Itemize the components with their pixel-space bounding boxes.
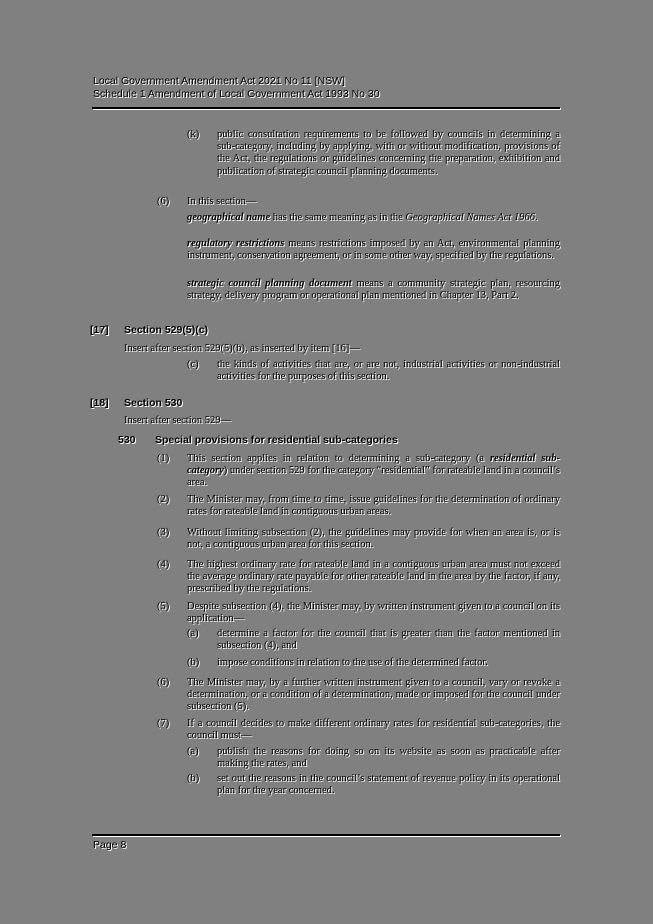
definition-term: strategic council planning document	[187, 278, 352, 289]
para-k-text: public consultation requirements to be followed by councils in determining a sub-category, including by applying, with or without modification, provisions of the Act, the regulations or guidelines concerning the preparation, exhibition and publication of strategic council planning documents.	[217, 129, 560, 177]
schedule-title: Schedule 1 Amendment of Local Government Act 1993 No 30	[93, 88, 380, 100]
para-label-5a: (a)	[187, 628, 199, 639]
subsection-label-6: (6)	[157, 677, 170, 688]
para-label-c: (c)	[187, 359, 199, 370]
item-18-title: Section 530	[124, 397, 183, 409]
page-number: Page 8	[93, 839, 127, 851]
subsection-7-text: If a council decides to make different ordinary rates for residential sub-categories, the council must—	[187, 718, 560, 742]
item-number-17: [17]	[90, 324, 109, 336]
definition-term: geographical name	[187, 212, 271, 223]
item-number-18: [18]	[90, 397, 109, 409]
subsection-3-text: Without limiting subsection (2), the guidelines may provide for when an area is, or is not, a contiguous urban area for this section.	[187, 527, 560, 551]
subsection-6-text: In this section—	[187, 196, 257, 207]
subsection-label-5: (5)	[157, 601, 170, 612]
para-label-k: (k)	[187, 129, 200, 140]
subsection-label-1: (1)	[157, 453, 170, 464]
subsection-label-4: (4)	[157, 559, 170, 570]
subsection-label-3: (3)	[157, 527, 170, 538]
section-530-title: Special provisions for residential sub-categories	[155, 434, 398, 446]
act-reference: Geographical Names Act 1966	[405, 212, 536, 223]
subsection-6-text: The Minister may, by a further written instrument given to a council, vary or revoke a determination, or a condition of a determination, made or imposed for the council under subsection (5).	[187, 677, 560, 713]
text-part: This section applies in relation to determining a sub-category (a	[187, 453, 490, 464]
definition-geographical-name	[187, 212, 560, 224]
text-part: ) under section 529 for the category “residential” for rateable land in a council’s area.	[187, 465, 560, 489]
para-7a-text: publish the reasons for doing so on its website as soon as practicable after making the rates, and	[217, 746, 560, 770]
para-label-7a: (a)	[187, 746, 199, 757]
subsection-4-text: The highest ordinary rate for rateable land in a contiguous urban area must not exceed the average ordinary rate payable for other rateable land in the area by the factor, if any, prescribed by the regulations.	[187, 559, 560, 595]
para-7b-text: set out the reasons in the council’s statement of revenue policy in its operational plan for the year concerned.	[217, 773, 560, 797]
section-number-530: 530	[118, 434, 136, 446]
definition-end: .	[535, 212, 538, 223]
footer-rule	[92, 834, 560, 836]
definition-text: means restrictions imposed by an Act, environmental planning instrument, conservation agreement, or in some other way, specified by the regulations.	[187, 238, 560, 262]
definition-term: regulatory restrictions	[187, 238, 285, 249]
definition-regulatory-restrictions	[187, 238, 560, 262]
item-18-instruction: Insert after section 529—	[124, 415, 232, 426]
para-c-text: the kinds of activities that are, or are not, industrial activities or non-industrial activities for the purposes of this section.	[217, 359, 560, 383]
definition-text: has the same meaning as in the	[270, 212, 406, 223]
subsection-1-text	[187, 453, 560, 490]
para-label-7b: (b)	[187, 773, 200, 784]
subsection-label-6: (6)	[157, 196, 170, 207]
defined-term: residential sub-category	[187, 453, 560, 477]
item-17-title: Section 529(5)(c)	[124, 324, 209, 336]
para-5b-text: impose conditions in relation to the use of the determined factor.	[217, 657, 488, 668]
act-title: Local Government Amendment Act 2021 No 11 [NSW]	[93, 75, 345, 87]
para-label-5b: (b)	[187, 657, 200, 668]
item-17-instruction: Insert after section 529(5)(b), as inserted by item [16]—	[124, 343, 360, 354]
para-5a-text: determine a factor for the council that is greater than the factor mentioned in subsection (4), and	[217, 628, 560, 652]
definition-text: means a community strategic plan, resourcing strategy, delivery program or operational plan mentioned in Chapter 13, Part 2.	[187, 278, 560, 302]
definition-strategic-council-planning-document	[187, 278, 560, 302]
header-rule	[92, 107, 560, 109]
subsection-2-text: The Minister may, from time to time, issue guidelines for the determination of ordinary rates for rateable land in contiguous urban areas.	[187, 494, 560, 518]
subsection-label-2: (2)	[157, 494, 170, 505]
subsection-label-7: (7)	[157, 718, 170, 729]
subsection-5-text: Despite subsection (4), the Minister may, by written instrument given to a council on its application—	[187, 601, 560, 625]
